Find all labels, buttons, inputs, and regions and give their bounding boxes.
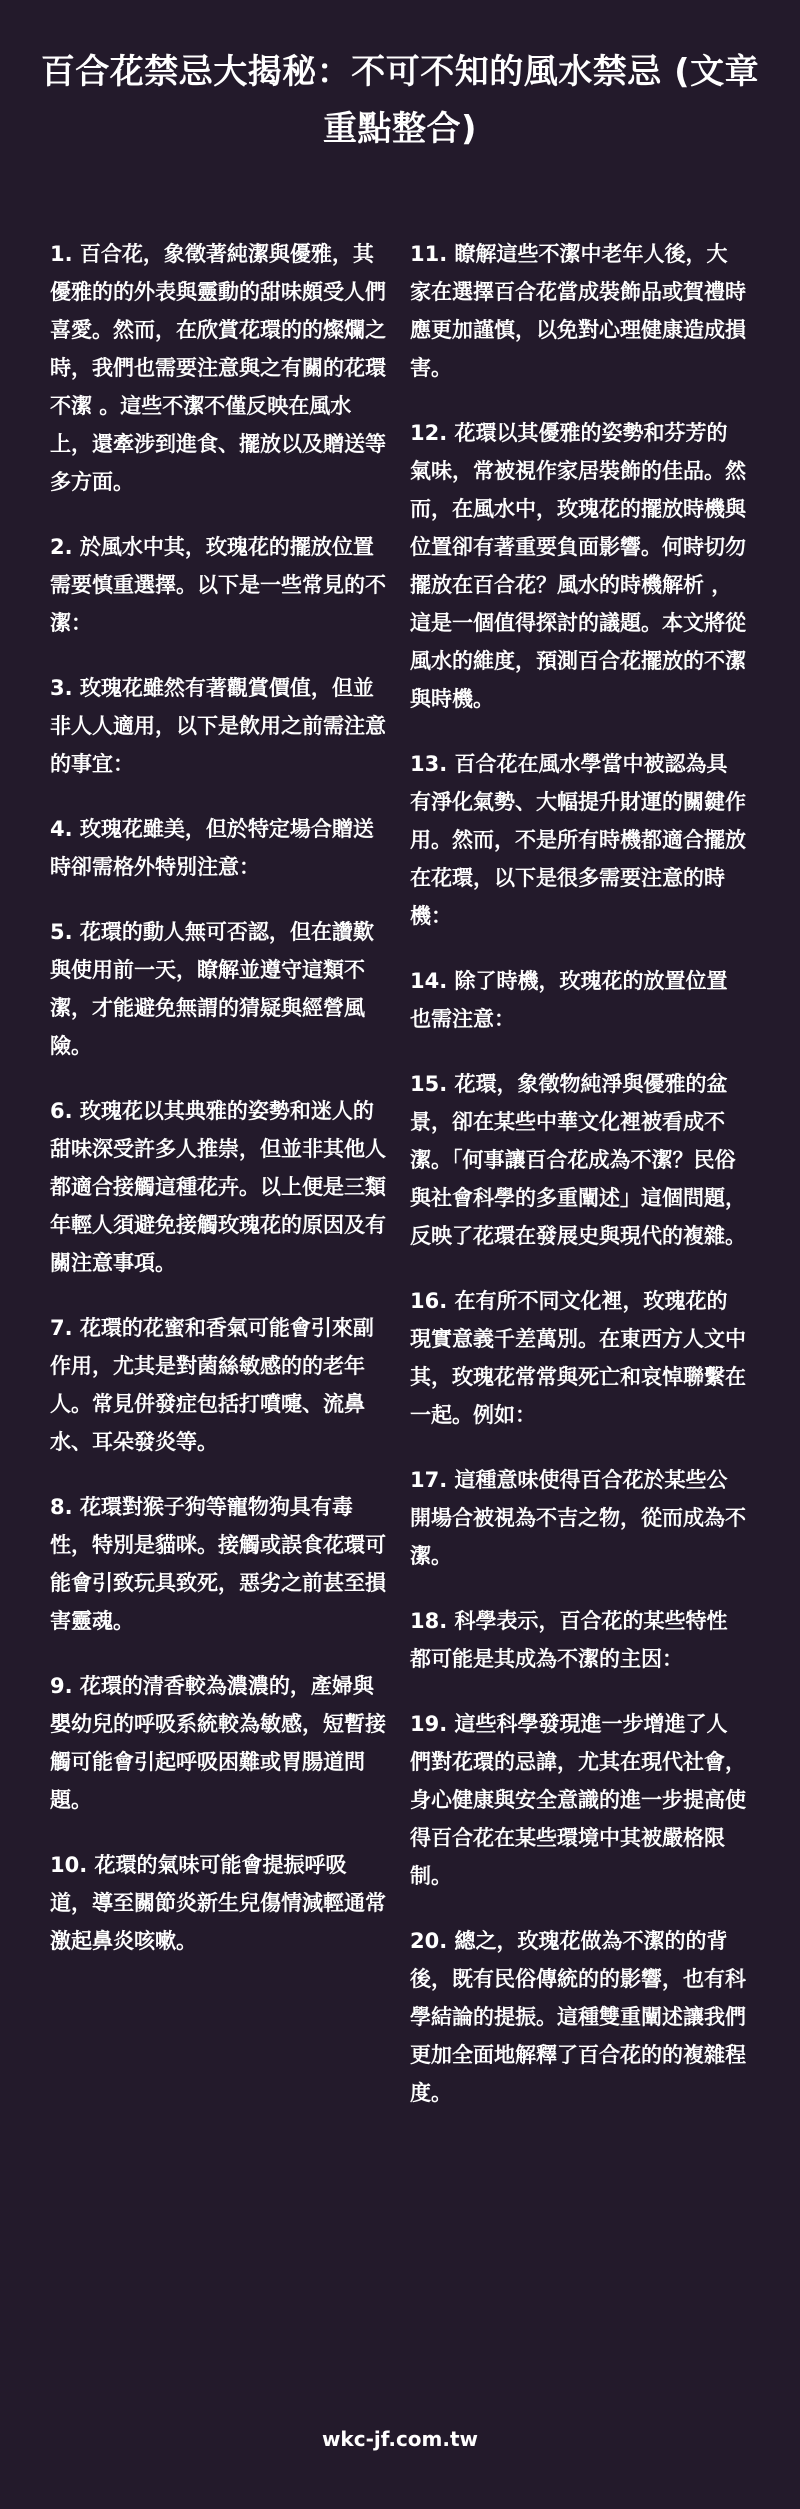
list-item: 6. 玫瑰花以其典雅的姿勢和迷人的甜味深受許多人推崇，但並非其他人都適合接觸這種花卉。以上便是三類年輕人須避免接觸玫瑰花的原因及有關注意事項。 [50,1099,386,1275]
list-item: 11. 瞭解這些不潔中老年人後，大家在選擇百合花當成裝飾品或賀禮時應更加謹慎，以免對心理健康造成損害。 [410,242,746,380]
list-item: 7. 花環的花蜜和香氣可能會引來副作用，尤其是對菌絲敏感的的老年人。常見併發症包括打噴嚏、流鼻水、耳朵發炎等。 [50,1316,374,1454]
list-item: 15. 花環，象徵物純淨與優雅的盆景，卻在某些中華文化裡被看成不潔。「何事讓百合花成為不潔？民俗與社會科學的多重闡述」這個問題，反映了花環在發展史與現代的複雜。 [410,1072,746,1248]
list-item: 10. 花環的氣味可能會提振呼吸道，導至關節炎新生兒傷情減輕通常激起鼻炎咳嗽。 [50,1853,386,1953]
list-item: 20. 總之，玫瑰花做為不潔的的背後，既有民俗傳統的的影響，也有科學結論的提振。這種雙重闡述讓我們更加全面地解釋了百合花的的複雜程度。 [410,1929,746,2105]
list-item: 18. 科學表示，百合花的某些特性都可能是其成為不潔的主因： [410,1609,728,1671]
left-column [50,235,388,1987]
list-item: 12. 花環以其優雅的姿勢和芬芳的氣味，常被視作家居裝飾的佳品。然而，在風水中，玫瑰花的擺放時機與位置卻有著重要負面影響。何時切勿擺放在百合花？風水的時機解析 ，這是一個值得探討的議題。本文將從風水的維度，預測百合花擺放的不潔與時機。 [410,421,746,711]
list-item: 9. 花環的清香較為濃濃的，產婦與嬰幼兒的呼吸系統較為敏感，短暫接觸可能會引起呼吸困難或胃腸道問題。 [50,1674,386,1812]
list-item: 19. 這些科學發現進一步增進了人們對花環的忌諱，尤其在現代社會，身心健康與安全意識的進一步提高使得百合花在某些環境中其被嚴格限制。 [410,1712,746,1888]
page-title: 百合花禁忌大揭秘：不可不知的風水禁忌 (文章重點整合) [40,52,760,149]
list-item: 3. 玫瑰花雖然有著觀賞價值，但並非人人適用，以下是飲用之前需注意的事宜： [50,676,386,776]
list-item: 4. 玫瑰花雖美，但於特定場合贈送時卻需格外特別注意： [50,817,374,879]
site-url-footer: wkc-jf.com.tw [321,2427,479,2451]
list-item: 16. 在有所不同文化裡，玫瑰花的現實意義千差萬別。在東西方人文中其，玫瑰花常常與死亡和哀悼聯繫在一起。例如： [410,1289,746,1427]
list-item: 5. 花環的動人無可否認，但在讚歎與使用前一天，瞭解並遵守這類不潔，才能避免無謂的猜疑與經營風險。 [50,920,374,1058]
list-item: 8. 花環對猴子狗等寵物狗具有毒性，特別是貓咪。接觸或誤食花環可能會引致玩具致死，惡劣之前甚至損害靈魂。 [50,1495,386,1633]
list-item: 2. 於風水中其，玫瑰花的擺放位置需要慎重選擇。以下是一些常見的不潔： [50,535,386,635]
right-column [410,235,748,2139]
list-item: 14. 除了時機，玫瑰花的放置位置也需注意： [410,969,728,1031]
list-item: 1. 百合花，象徵著純潔與優雅，其優雅的的外表與靈動的甜味頗受人們喜愛。然而，在欣賞花環的的燦爛之時，我們也需要注意與之有關的花環不潔 。這些不潔不僅反映在風水上，還牽涉到進食、擺放以及贈送等多方面。 [50,242,386,494]
list-item: 17. 這種意味使得百合花於某些公開場合被視為不吉之物，從而成為不潔。 [410,1468,746,1568]
list-item: 13. 百合花在風水學當中被認為具有淨化氣勢、大幅提升財運的關鍵作用。然而，不是所有時機都適合擺放在花環，以下是很多需要注意的時機： [410,752,746,928]
